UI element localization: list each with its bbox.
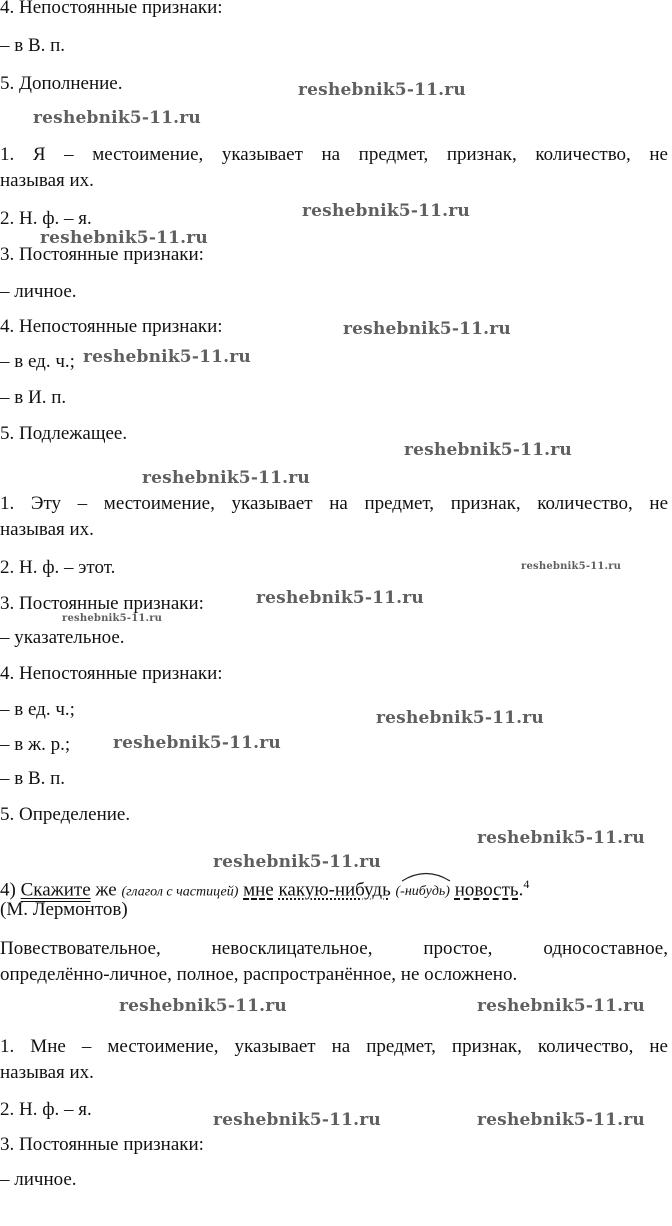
watermark: reshebnik5-11.ru (477, 996, 645, 1016)
text-line: – в ед. ч.; (0, 351, 75, 372)
text-line: 4. Непостоянные признаки: (0, 0, 223, 18)
suffix-arc-icon (396, 870, 456, 882)
text-line: называя их. (0, 1062, 94, 1083)
watermark: reshebnik5-11.ru (477, 1110, 645, 1130)
text-line: – в В. п. (0, 35, 66, 56)
watermark: reshebnik5-11.ru (256, 588, 424, 608)
text-line: определённо-личное, полное, распространённое, не осложнено. (0, 964, 518, 985)
text-line: 5. Определение. (0, 804, 131, 825)
text-line: 1. Эту – местоимение, указывает на предмет, признак, количество, не (0, 493, 668, 514)
watermark: reshebnik5-11.ru (376, 708, 544, 728)
morpheme-note (396, 880, 450, 904)
text-line: – в В. п. (0, 768, 66, 789)
text-line: – личное. (0, 281, 77, 302)
text-line: 4. Непостоянные признаки: (0, 663, 223, 684)
text-line: – личное. (0, 1169, 77, 1190)
particle-word: же (95, 879, 117, 901)
sentence-period: . (518, 879, 524, 901)
text-line: 1. Мне – местоимение, указывает на предмет, признак, количество, не (0, 1036, 668, 1057)
text-line: называя их. (0, 170, 94, 191)
watermark: reshebnik5-11.ru (213, 1110, 381, 1130)
text-line: – указательное. (0, 627, 125, 648)
watermark: reshebnik5-11.ru (477, 828, 645, 848)
text-line: Повествовательное, невосклицательное, простое, односоставное, (0, 938, 668, 959)
watermark: reshebnik5-11.ru (213, 852, 381, 872)
text-line: 3. Постоянные признаки: (0, 1134, 204, 1155)
text-line: 4. Непостоянные признаки: (0, 316, 223, 337)
predicate-word: Скажите (20, 879, 91, 901)
grammar-note: (глагол с частицей) (121, 884, 239, 900)
watermark: reshebnik5-11.ru (298, 80, 466, 100)
object-word: мне (243, 879, 274, 901)
morpheme-note-text: (-нибудь) (395, 884, 450, 900)
watermark: reshebnik5-11.ru (343, 319, 511, 339)
text-line: 2. Н. ф. – я. (0, 208, 92, 229)
text-line: 5. Дополнение. (0, 73, 123, 94)
sentence-number: 4) (0, 879, 16, 901)
watermark: reshebnik5-11.ru (404, 440, 572, 460)
watermark: reshebnik5-11.ru (302, 201, 470, 221)
watermark: reshebnik5-11.ru (83, 347, 251, 367)
watermark: reshebnik5-11.ru (142, 468, 310, 488)
text-line: 3. Постоянные признаки: (0, 593, 204, 614)
watermark: reshebnik5-11.ru (33, 108, 201, 128)
text-line: 2. Н. ф. – этот. (0, 557, 116, 578)
text-line: – в И. п. (0, 387, 67, 408)
text-line: – в ед. ч.; (0, 699, 75, 720)
watermark: reshebnik5-11.ru (62, 613, 163, 624)
watermark: reshebnik5-11.ru (40, 228, 208, 248)
watermark: reshebnik5-11.ru (521, 561, 622, 572)
text-line: называя их. (0, 519, 94, 540)
text-line: 1. Я – местоимение, указывает на предмет, признак, количество, не (0, 144, 668, 165)
text-line: 3. Постоянные признаки: (0, 244, 204, 265)
text-line: 2. Н. ф. – я. (0, 1099, 92, 1120)
text-line: – в ж. р.; (0, 734, 71, 755)
footnote-mark: 4 (523, 877, 530, 891)
sentence-author: (М. Лермонтов) (0, 899, 128, 920)
watermark: reshebnik5-11.ru (113, 733, 281, 753)
object-word-2: новость (454, 879, 519, 901)
attribute-word: какую-нибудь (278, 879, 391, 901)
text-line: 5. Подлежащее. (0, 423, 128, 444)
watermark: reshebnik5-11.ru (119, 996, 287, 1016)
